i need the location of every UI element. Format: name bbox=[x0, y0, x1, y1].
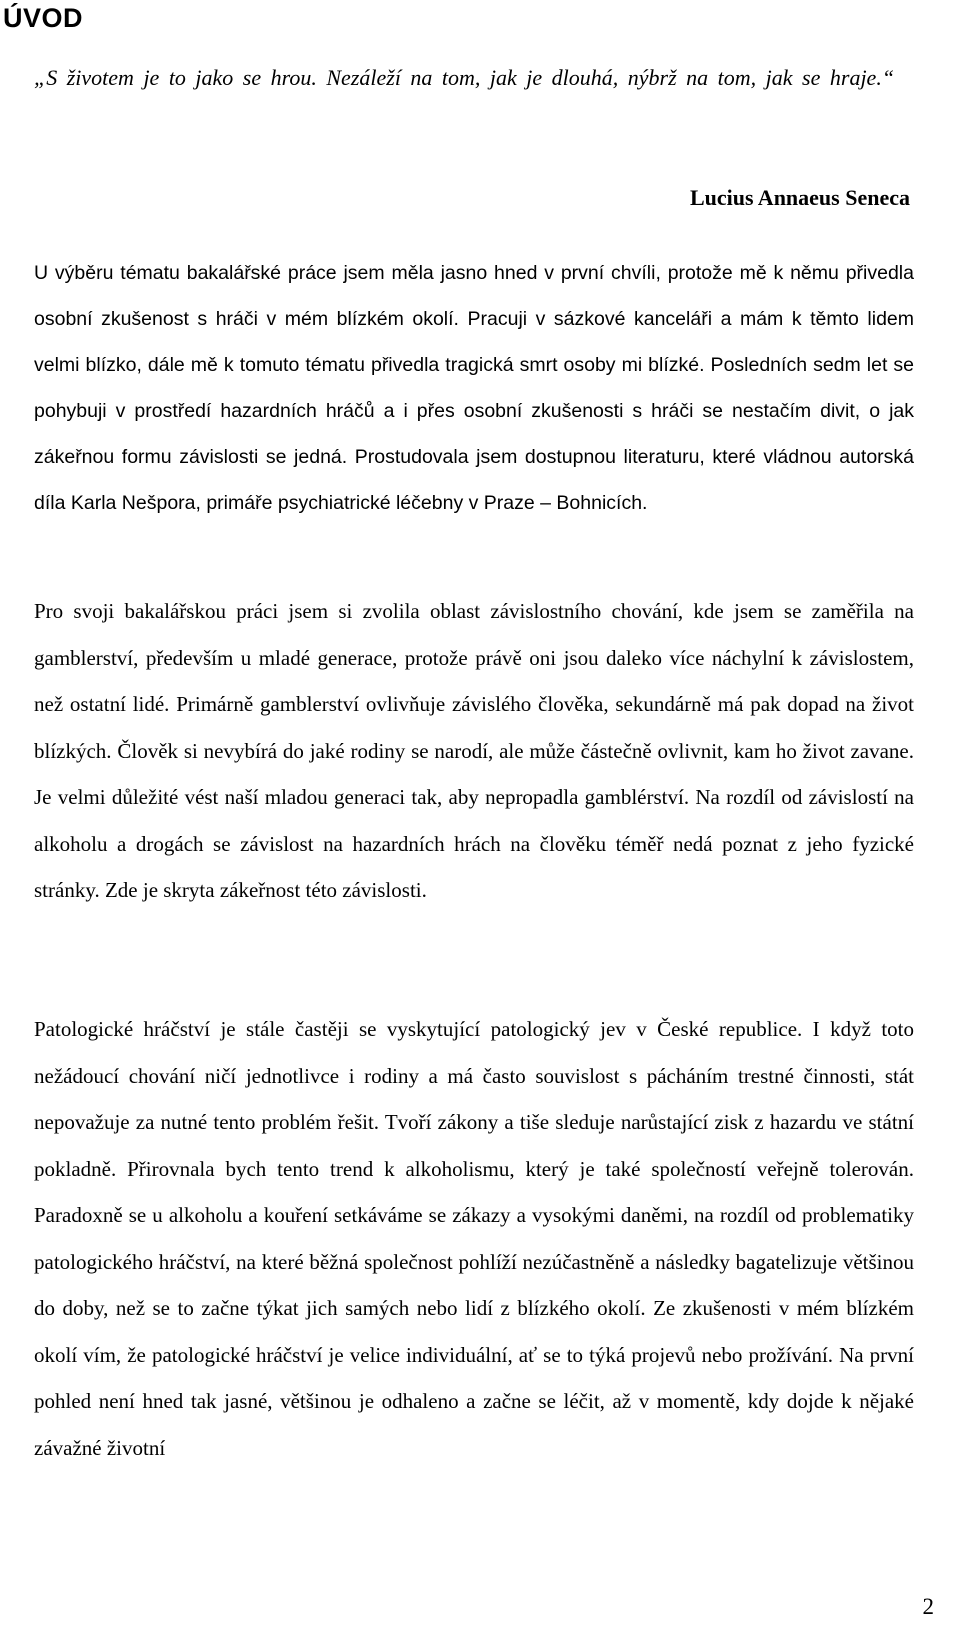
epigraph-quote: „S životem je to jako se hrou. Nezáleží na tom, jak je dlouhá, nýbrž na tom, jak se hraje.“ bbox=[34, 65, 895, 90]
section-heading: ÚVOD bbox=[3, 3, 84, 33]
paragraph-thesis-focus: Pro svoji bakalářskou práci jsem si zvolila oblast závislostního chování, kde jsem se zaměřila na gamblerství, především u mladé generace, protože právě oni jsou daleko více náchylní k závislostem, než ostatní lidé. Primárně gamblerství ovlivňuje závislého člověka, sekundárně má pak dopad na život blízkých. Člověk si nevybírá do jaké rodiny se narodí, ale může částečně ovlivnit, kam ho život zavane. Je velmi důležité vést naší mladou generaci tak, aby nepropadla gamblérství. Na rozdíl od závislostí na alkoholu a drogách se závislost na hazardních hrách na člověku téměř nedá poznat z jeho fyzické stránky. Zde je skryta zákeřnost této závislosti. bbox=[34, 599, 914, 902]
paragraph-pathological-gambling: Patologické hráčství je stále častěji se vyskytující patologický jev v České republice. I když toto nežádoucí chování ničí jednotlivce i rodiny a má často souvislost s pácháním trestné činnosti, stát nepovažuje za nutné tento problém řešit. Tvoří zákony a tiše sleduje narůstající zisk z hazardu ve státní pokladně. Přirovnala bych tento trend k alkoholismu, který je také společností veřejně tolerován. Paradoxně se u alkoholu a kouření setkáváme se zákazy a vysokými daněmi, na rozdíl od problematiky patologického hráčství, na které běžná společnost pohlíží nezúčastněně a následky bagatelizuje většinou do doby, než se to začne týkat jich samých nebo lidí z blízkého okolí. Ze zkušenosti v mém blízkém okolí vím, že patologické hráčství je velice individuální, ať se to týká projevů nebo prožívání. Na první pohled není hned tak jasné, většinou je odhaleno a začne se léčit, až v momentě, kdy dojde k nějaké závažné životní bbox=[34, 1017, 914, 1460]
paragraph-topic-choice: U výběru tématu bakalářské práce jsem měla jasno hned v první chvíli, protože mě k němu přivedla osobní zkušenost s hráči v mém blízkém okolí. Pracuji v sázkové kanceláři a mám k těmto lidem velmi blízko, dále mě k tomuto tématu přivedla tragická smrt osoby mi blízké. Posledních sedm let se pohybuji v prostředí hazardních hráčů a i přes osobní zkušenosti s hráči se nestačím divit, o jak zákeřnou formu závislosti se jedná. Prostudovala jsem dostupnou literaturu, které vládnou autorská díla Karla Nešpora, primáře psychiatrické léčebny v Praze – Bohnicích. bbox=[34, 262, 914, 514]
page-number: 2 bbox=[922, 1594, 934, 1619]
quote-author: Lucius Annaeus Seneca bbox=[689, 185, 910, 210]
